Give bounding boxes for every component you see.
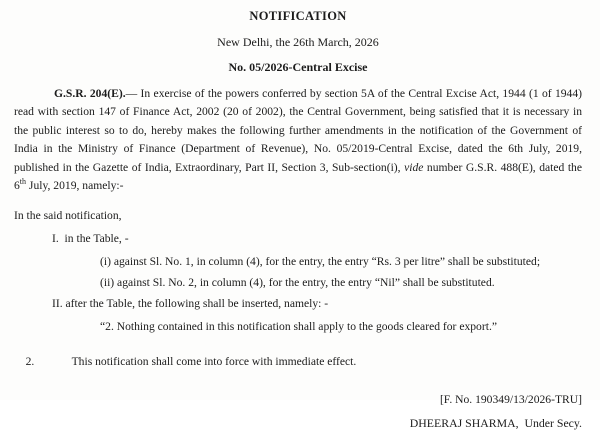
vide-italic: vide [404, 160, 424, 174]
clause-II: II. after the Table, the following shall be inserted, namely: - [52, 297, 329, 311]
gsr-number: G.S.R. 204(E). [54, 87, 126, 100]
opening-text-3: July, 2019, namely:- [26, 179, 124, 193]
signatory: DHEERAJ SHARMA, Under Secy. [409, 416, 582, 431]
ordinal-superscript: th [19, 177, 27, 187]
inserted-provision-text: “2. Nothing contained in this notification shall apply to the goods cleared for export.” [100, 320, 497, 334]
doc-place-date: New Delhi, the 26th March, 2026 [217, 35, 379, 49]
file-number: [F. No. 190349/13/2026-TRU] [439, 393, 582, 407]
clause-2-number: 2. [25, 355, 35, 369]
doc-notification-number: No. 05/2026-Central Excise [228, 60, 368, 74]
clause-2 [14, 339, 582, 384]
opening-text-1: — In exercise of the powers conferred by section 5A of the Central Excise Act, 1944 (1 of 1944) read with section 147 of Finance Act, 2002 (20 of 2002), the Central Government, being satisfied that it is necessary in the public interest so to do, hereby makes the following further amendments in the notification of the Government of India in the Ministry of Finance (Department of Revenue), No. 05/2019-Central Excise, dated the 6th July, 2019, published in the Gazette of India, Extraordinary, Part II, Section 3, Sub-section(i), [14, 87, 582, 174]
opening-text-2: number G.S.R. 488(E), dated the 6 [14, 160, 583, 193]
doc-title: NOTIFICATION [249, 9, 347, 23]
opening-paragraph [14, 85, 582, 195]
clause-2-text: This notification shall come into force with immediate effect. [71, 355, 357, 369]
amendment-intro: In the said notification, [14, 209, 122, 223]
clause-I-item-ii: (ii) against Sl. No. 2, in column (4), for the entry, the entry “Nil” shall be substituted. [100, 276, 495, 290]
clause-I: I. in the Table, - [52, 232, 129, 246]
clause-I-item-i: (i) against Sl. No. 1, in column (4), for the entry, the entry “Rs. 3 per litre” shall be substituted; [100, 255, 541, 269]
